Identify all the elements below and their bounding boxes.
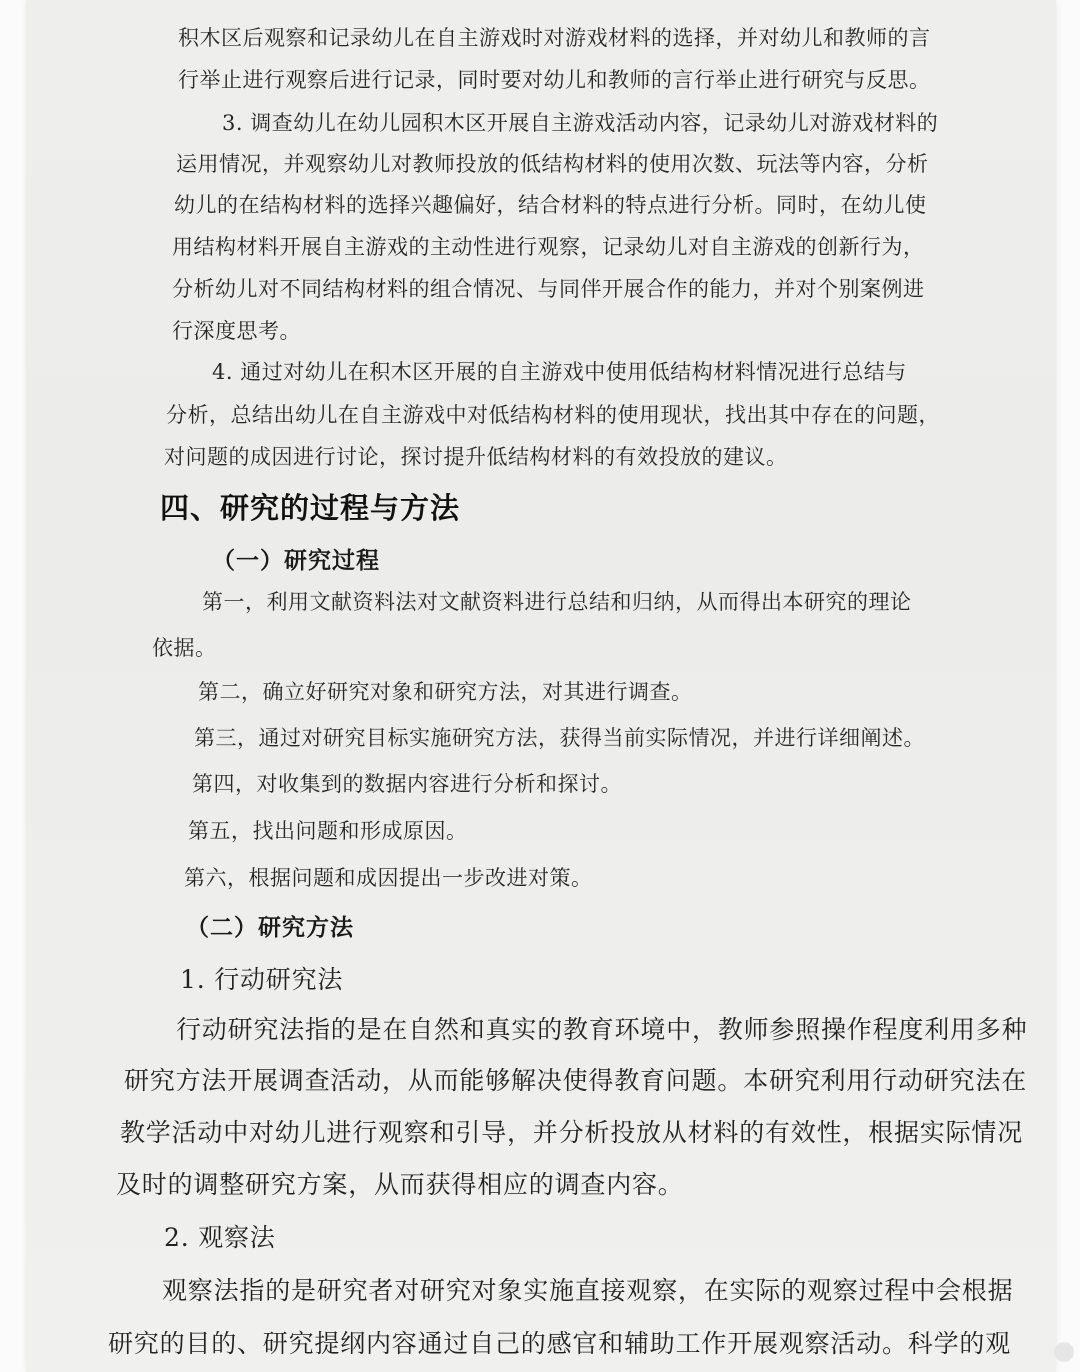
- method-title: 1. 行动研究法: [180, 965, 344, 994]
- method-title: 2. 观察法: [164, 1223, 276, 1252]
- method-paragraph-line: 行动研究法指的是在自然和真实的教育环境中，教师参照操作程度利用多种: [176, 1015, 1028, 1044]
- paragraph-line: 积木区后观察和记录幼儿在自主游戏时对游戏材料的选择，并对幼儿和教师的言: [178, 26, 931, 50]
- process-step: 第三，通过对研究目标实施研究方法，获得当前实际情况，并进行详细阐述。: [194, 726, 925, 750]
- paragraph-line: 分析，总结出幼儿在自主游戏中对低结构材料的使用现状，找出其中存在的问题，: [166, 403, 940, 427]
- paragraph-line: 行深度思考。: [172, 319, 301, 343]
- method-paragraph-line: 研究方法开展调查活动，从而能够解决使得教育问题。本研究利用行动研究法在: [124, 1066, 1028, 1095]
- section-heading: 四、研究的过程与方法: [160, 491, 461, 525]
- process-step: 第一，利用文献资料法对文献资料进行总结和归纳，从而得出本研究的理论: [202, 590, 912, 614]
- method-paragraph-line: 及时的调整研究方案，从而获得相应的调查内容。: [116, 1170, 684, 1199]
- paragraph-line: 用结构材料开展自主游戏的主动性进行观察，记录幼儿对自主游戏的创新行为，: [172, 235, 925, 259]
- method-paragraph-line: 研究的目的、研究提纲内容通过自己的感官和辅助工作开展观察活动。科学的观: [108, 1329, 1012, 1358]
- paragraph-line: 幼儿的在结构材料的选择兴趣偏好，结合材料的特点进行分析。同时，在幼儿使: [174, 193, 927, 217]
- process-step: 第二，确立好研究对象和研究方法，对其进行调查。: [198, 680, 693, 704]
- paragraph-line: 对问题的成因进行讨论，探讨提升低结构材料的有效投放的建议。: [164, 445, 788, 469]
- process-step: 第五，找出问题和形成原因。: [188, 819, 468, 843]
- paragraph-line: 3. 调查幼儿在幼儿园积木区开展自主游戏活动内容，记录幼儿对游戏材料的: [222, 111, 939, 135]
- watermark-icon: [1054, 1342, 1074, 1362]
- process-step: 依据。: [152, 636, 217, 660]
- process-step: 第六，根据问题和成因提出一步改进对策。: [184, 866, 593, 890]
- document-page: [26, 0, 1056, 1372]
- method-paragraph-line: 观察法指的是研究者对研究对象实施直接观察，在实际的观察过程中会根据: [162, 1276, 1014, 1305]
- process-step: 第四，对收集到的数据内容进行分析和探讨。: [192, 772, 622, 796]
- paragraph-line: 运用情况，并观察幼儿对教师投放的低结构材料的使用次数、玩法等内容，分析: [176, 152, 929, 176]
- subsection-heading-methods: （二）研究方法: [186, 914, 354, 941]
- method-paragraph-line: 教学活动中对幼儿进行观察和引导，并分析投放从材料的有效性，根据实际情况: [120, 1118, 1024, 1147]
- paragraph-line: 分析幼儿对不同结构材料的组合情况、与同伴开展合作的能力，并对个别案例进: [172, 277, 925, 301]
- paragraph-line: 行举止进行观察后进行记录，同时要对幼儿和教师的言行举止进行研究与反思。: [178, 68, 931, 92]
- subsection-heading-process: （一）研究过程: [212, 547, 380, 574]
- paragraph-line: 4. 通过对幼儿在积木区开展的自主游戏中使用低结构材料情况进行总结与: [212, 360, 907, 384]
